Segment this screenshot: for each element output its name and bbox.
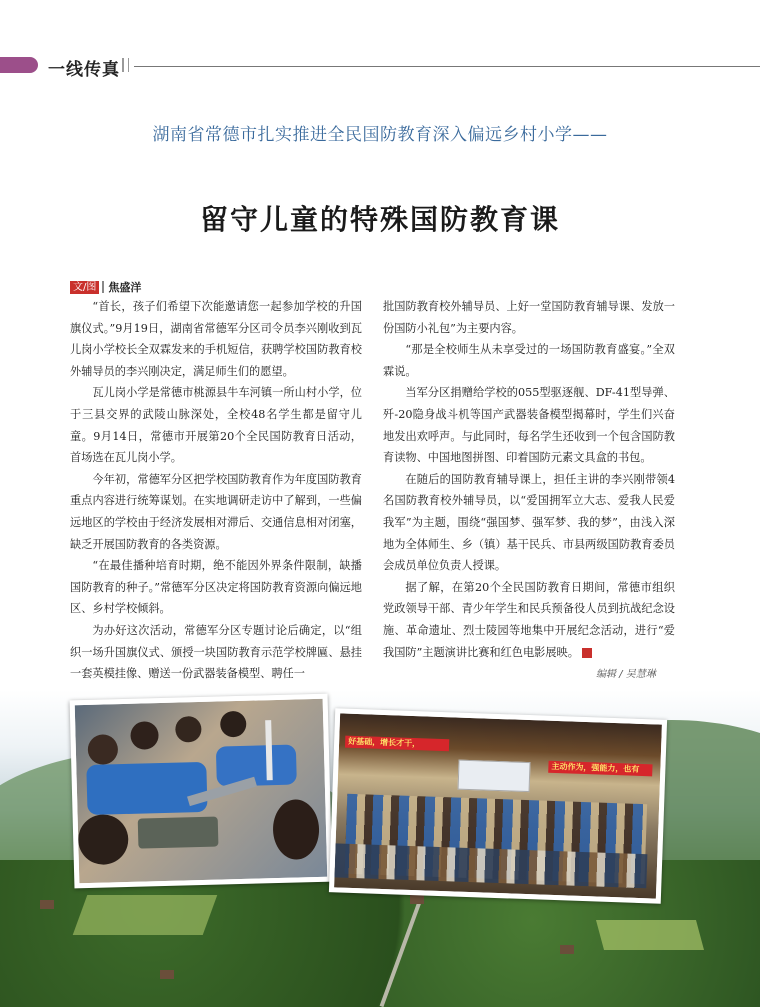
byline — [70, 279, 141, 293]
article-subtitle: 湖南省常德市扎实推进全民国防教育深入偏远乡村小学—— — [152, 125, 608, 145]
field-patch — [73, 895, 218, 935]
section-tab-marker — [0, 57, 38, 73]
village-house — [560, 945, 574, 954]
article-column-right — [383, 296, 675, 663]
author-name: 焦盛洋 — [108, 281, 142, 294]
paragraph: 为办好这次活动，常德军分区专题讨论后确定，以“组织一场升国旗仪式、颁授一块国防教育示范学校牌匾、悬挂一套英模挂像、赠送一份武器装备模型、聘任一 — [70, 623, 362, 681]
ship-model — [138, 817, 219, 849]
header-rule — [134, 66, 760, 67]
paragraph: 当军分区捐赠给学校的055型驱逐舰、DF-41型导弹、歼-20隐身战斗机等国产武器装备模型揭幕时，学生们兴奋地发出欢呼声。与此同时，每名学生还收到一个包含国防教育读物、中国地图拼图、印着国防元素文具盒的书包。 — [383, 386, 675, 465]
school-uniforms — [86, 762, 207, 815]
editor-credit: 编辑 / 吴慧琳 — [596, 669, 656, 680]
red-banner: 好基础，增长才干， — [345, 736, 449, 752]
article-title: 留守儿童的特殊国防教育课 — [199, 203, 560, 236]
projection-screen — [458, 760, 531, 792]
village-house — [410, 895, 424, 904]
section-divider-bars — [122, 58, 129, 72]
article-column-left — [70, 296, 362, 685]
section-title: 一线传真 — [48, 60, 120, 80]
paragraph: “首长，孩子们希望下次能邀请您一起参加学校的升国旗仪式。”9月19日，湖南省常德军分区司令员李兴刚收到瓦儿岗小学校长全双霖发来的手机短信，获聘学校国防教育校外辅导员的李兴刚决定，满足师生们的愿望。 — [70, 300, 362, 378]
byline-separator — [102, 281, 104, 293]
end-mark: G — [582, 648, 592, 658]
paragraph: “在最佳播种培育时期，绝不能因外界条件限制，缺播国防教育的种子。”常德军分区决定将国防教育资源向偏远地区、乡村学校倾斜。 — [70, 559, 362, 616]
village-house — [40, 900, 54, 909]
paragraph: 在随后的国防教育辅导课上，担任主讲的李兴刚带领4名国防教育校外辅导员，以“爱国拥军立大志、爱我人民爱我军”为主题，围绕“强国梦、强军梦、我的梦”，由浅入深地为全体师生、乡（镇）基干民兵、市县两级国防教育委员会成员单位负责人授课。 — [383, 472, 675, 573]
village-house — [160, 970, 174, 979]
paragraph: “那是全校师生从未享受过的一场国防教育盛宴。”全双霖说。 — [383, 343, 675, 378]
paragraph — [383, 577, 675, 663]
field-patch — [596, 920, 704, 950]
red-banner: 主动作为，强能力，也有 — [548, 761, 652, 777]
paragraph: 瓦儿岗小学是常德市桃源县牛车河镇一所山村小学，位于三县交界的武陵山脉深处，全校48名学生都是留守儿童。9月14日，常德市开展第20个全民国防教育日活动，首场选在瓦儿岗小学。 — [70, 386, 362, 465]
photo-children-with-models — [70, 694, 333, 889]
school-uniforms — [216, 745, 297, 787]
photo-children-image — [75, 699, 328, 883]
byline-tag: 文/图 — [70, 281, 99, 294]
paragraph: 今年初，常德军分区把学校国防教育作为年度国防教育重点内容进行统筹谋划。在实地调研走访中了解到，一些偏远地区的学校由于经济发展相对滞后、交通信息相对闭塞，缺乏开展国防教育的各类资源。 — [70, 472, 362, 551]
paragraph-text: 据了解，在第20个全民国防教育日期间，常德市组织党政领导干部、青少年学生和民兵预备役人员到抗战纪念设施、革命遗址、烈士陵园等地集中开展纪念活动，进行“爱我国防”主题演讲比赛和红色电影展映。 — [383, 580, 675, 659]
photo-classroom-image — [334, 713, 662, 898]
paragraph: 批国防教育校外辅导员、上好一堂国防教育辅导课、发放一份国防小礼包”为主要内容。 — [383, 300, 675, 335]
photo-classroom-lecture — [329, 708, 667, 903]
